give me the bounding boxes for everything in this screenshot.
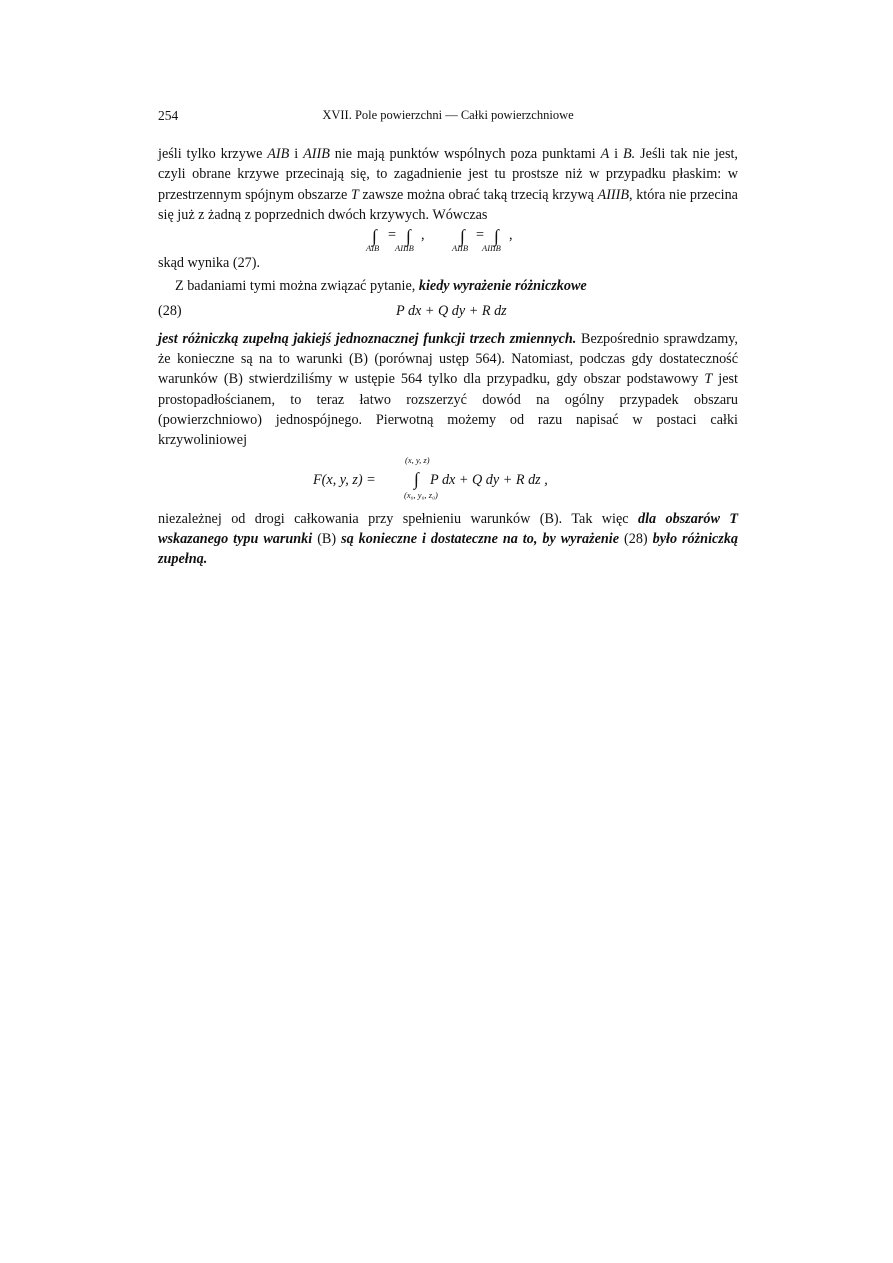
formula-rhs: P dx + Q dy + R dz , [430,471,548,488]
formula-lhs: F(x, y, z) = [313,471,376,488]
equation-expression: P dx + Q dy + R dz [396,302,507,319]
paragraph-1: jeśli tylko krzywe AIB i AIIB nie mają punktów wspólnych poza punktami A i B. Jeśli tak nie jest, czyli obrane krzywe przecinają się, to zagadnienie jest tu prostsze niż w przypadku płaskim: w przestrzennym spójnym obszarze T zawsze można obrać taką trzecią krzywą AIIIB, która nie przecina się już z żadną z poprzednich dwóch krzywych. Wówczas [158,146,738,223]
equation-28 [158,299,738,327]
line-integral-formula [158,455,738,507]
equals-sign: = [388,227,397,244]
paragraph-2: skąd wynika (27). [158,255,261,272]
integral-subscript: AIIIB [395,243,414,254]
comma: , [509,227,513,244]
paragraph-4: jest różniczką zupełną jakiejś jednoznacznej funkcji trzech zmiennych. Bezpośrednio sprawdzamy, że konieczne są na to warunki (B) (porównaj ustęp 564). Natomiast, podczas gdy dostateczność warunków (B) stwierdziliśmy w ustępie 564 tylko dla przypadku, gdy obszar podstawowy T jest prostopadłościanem, to teraz łatwo rozszerzyć dowód na ogólny przypadek obszaru (powierzchniowo) jednospójnego. Pierwotną możemy od razu napisać w postaci całki krzywoliniowej [158,330,738,449]
integral-sign: ∫ [372,226,377,247]
paragraph-5: niezależnej od drogi całkowania przy spełnieniu warunków (B). Tak więc dla obszarów T wskazanego typu warunki (B) są konieczne i dostateczne na to, by wyrażenie (28) było różniczką zupełną. [158,510,739,568]
integral-sign: ∫ [414,468,419,489]
integral-subscript: AIIIB [482,243,501,254]
page [158,108,738,569]
running-header [158,108,738,130]
comma: , [421,227,425,244]
integral-sign: ∫ [494,226,499,247]
integral-sign: ∫ [406,226,411,247]
lower-limit: (x₀, y₀, z₀) [404,489,438,500]
integral-subscript: AIB [366,243,380,254]
running-title: XVII. Pole powierzchni — Całki powierzchniowe [322,108,574,122]
paragraph-3: Z badaniami tymi można związać pytanie, kiedy wyrażenie różniczkowe [175,278,587,295]
equals-sign: = [476,227,485,244]
integral-sign: ∫ [460,226,465,247]
upper-limit: (x, y, z) [405,454,430,465]
integral-equalities [158,225,738,253]
page-number: 254 [158,108,179,123]
equation-label: (28) [158,302,182,319]
integral-subscript: AIIB [452,243,469,254]
